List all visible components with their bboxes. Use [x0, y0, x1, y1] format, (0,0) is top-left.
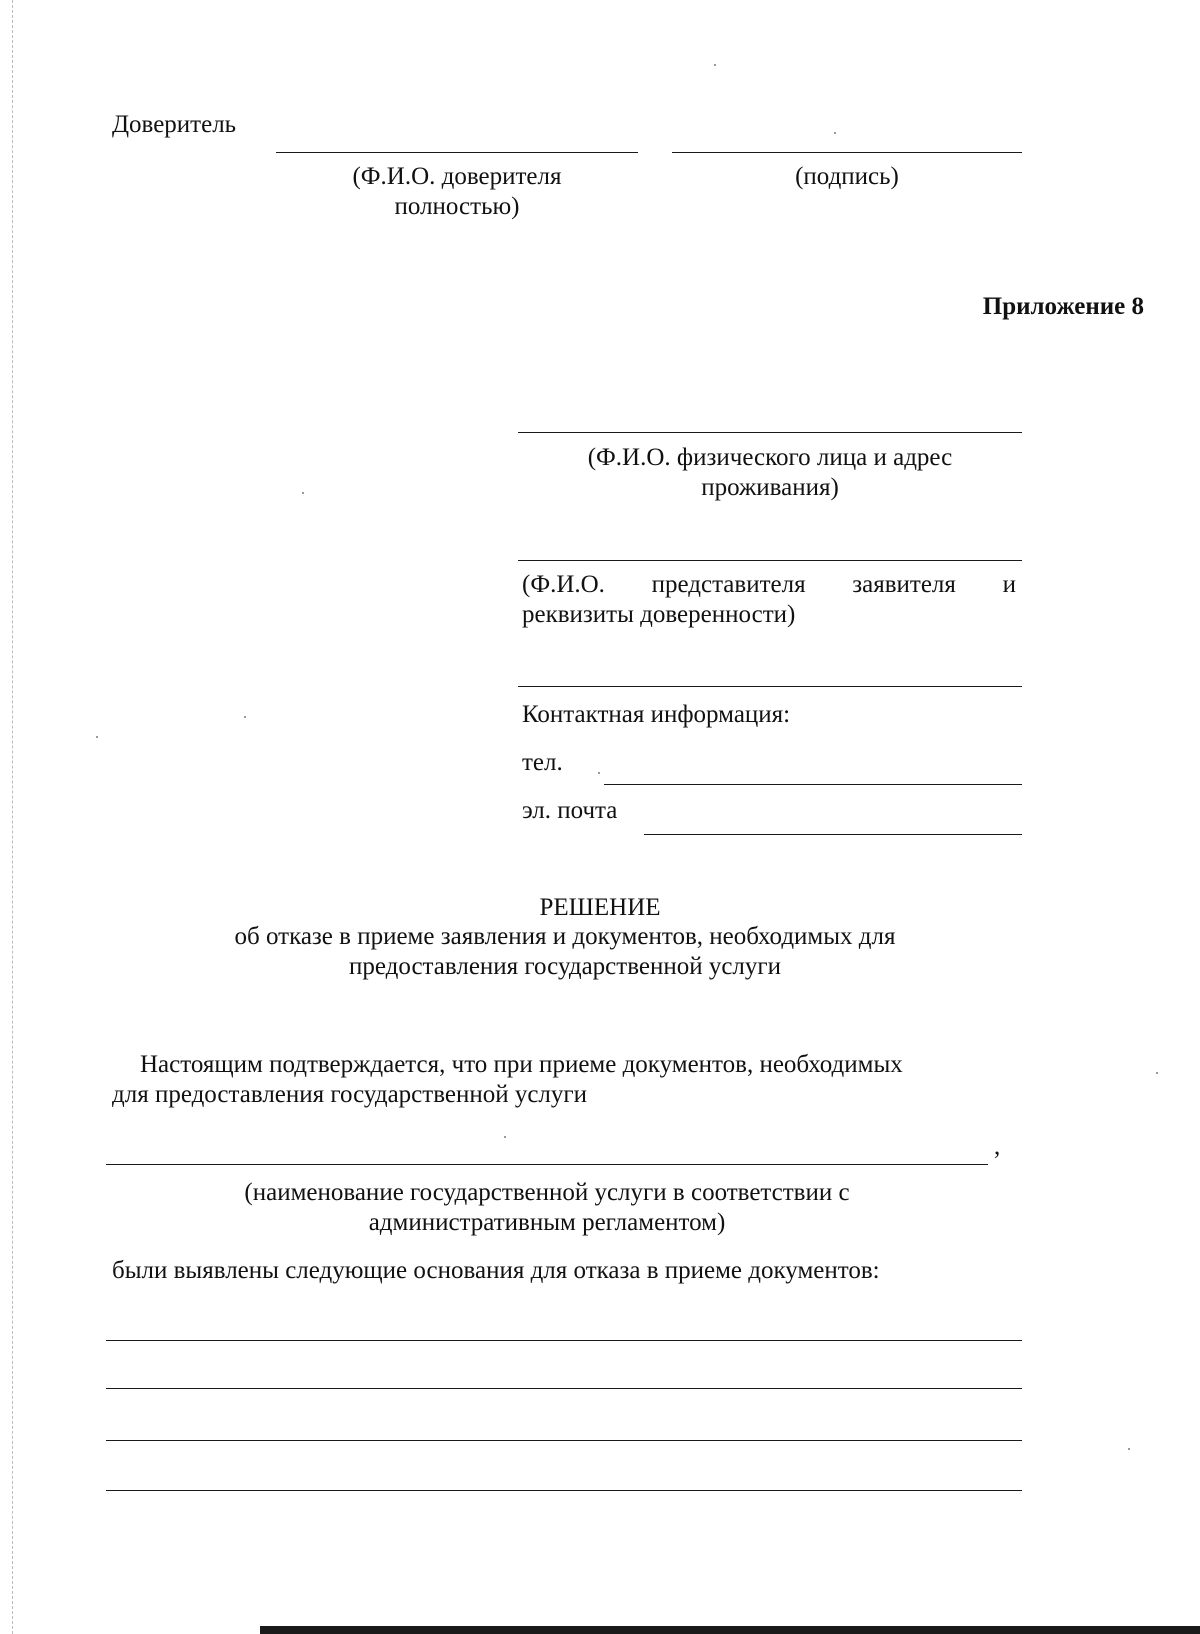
scan-speck — [504, 1136, 506, 1138]
scan-speck — [244, 716, 246, 718]
contact-info-label: Контактная информация: — [522, 701, 791, 728]
email-label: эл. почта — [522, 797, 618, 824]
scan-speck — [302, 492, 304, 494]
scan-speck — [834, 132, 836, 134]
scan-speck — [96, 736, 98, 738]
addressee-representative-caption-line2: реквизиты доверенности) — [522, 601, 796, 628]
scan-speck — [714, 64, 716, 66]
appendix-title: Приложение 8 — [982, 293, 1144, 320]
scan-bottom-edge — [260, 1626, 1200, 1634]
service-name-comma: , — [994, 1133, 1001, 1160]
representative-word-4: и — [1002, 571, 1016, 598]
trustor-fio-line — [276, 152, 638, 153]
addressee-representative-line — [518, 560, 1022, 561]
phone-label: тел. — [522, 749, 563, 776]
representative-word-1: (Ф.И.О. — [522, 571, 605, 598]
representative-word-2: представителя — [651, 571, 806, 598]
grounds-line-2 — [106, 1388, 1022, 1389]
scan-left-edge — [12, 0, 13, 1634]
representative-word-3: заявителя — [852, 571, 956, 598]
grounds-line-1 — [106, 1340, 1022, 1341]
trustor-signature-line — [672, 152, 1022, 153]
service-caption-line2: административным регламентом) — [368, 1209, 726, 1236]
addressee-person-caption-line2: проживания) — [701, 474, 839, 501]
decision-subtitle-line1: об отказе в приеме заявления и документов, необходимых для — [234, 923, 896, 950]
scan-speck — [1128, 1448, 1130, 1450]
addressee-person-caption-line1: (Ф.И.О. физического лица и адрес — [587, 444, 953, 471]
paragraph-line1: Настоящим подтверждается, что при приеме документов, необходимых — [140, 1051, 903, 1078]
grounds-line-3 — [106, 1440, 1022, 1441]
phone-line — [604, 784, 1022, 785]
trustor-fio-caption-line2: полностью) — [394, 193, 520, 220]
service-caption-line1: (наименование государственной услуги в соответствии с — [244, 1179, 850, 1206]
addressee-representative-caption-line1 — [522, 570, 1016, 600]
paragraph-line2: для предоставления государственной услуги — [112, 1081, 588, 1108]
trustor-fio-caption-line1: (Ф.И.О. доверителя — [352, 163, 562, 190]
addressee-contact-line — [518, 686, 1022, 687]
decision-title: РЕШЕНИЕ — [539, 894, 661, 921]
decision-subtitle-line2: предоставления государственной услуги — [348, 953, 782, 980]
service-name-line — [106, 1164, 988, 1165]
scan-speck — [1156, 1072, 1158, 1074]
grounds-line-4 — [106, 1490, 1022, 1491]
email-line — [644, 834, 1022, 835]
grounds-text: были выявлены следующие основания для отказа в приеме документов: — [112, 1257, 880, 1284]
trustor-label: Доверитель — [112, 111, 237, 138]
scan-speck — [598, 772, 600, 774]
addressee-person-line — [518, 432, 1022, 433]
trustor-signature-caption: (подпись) — [795, 163, 899, 190]
